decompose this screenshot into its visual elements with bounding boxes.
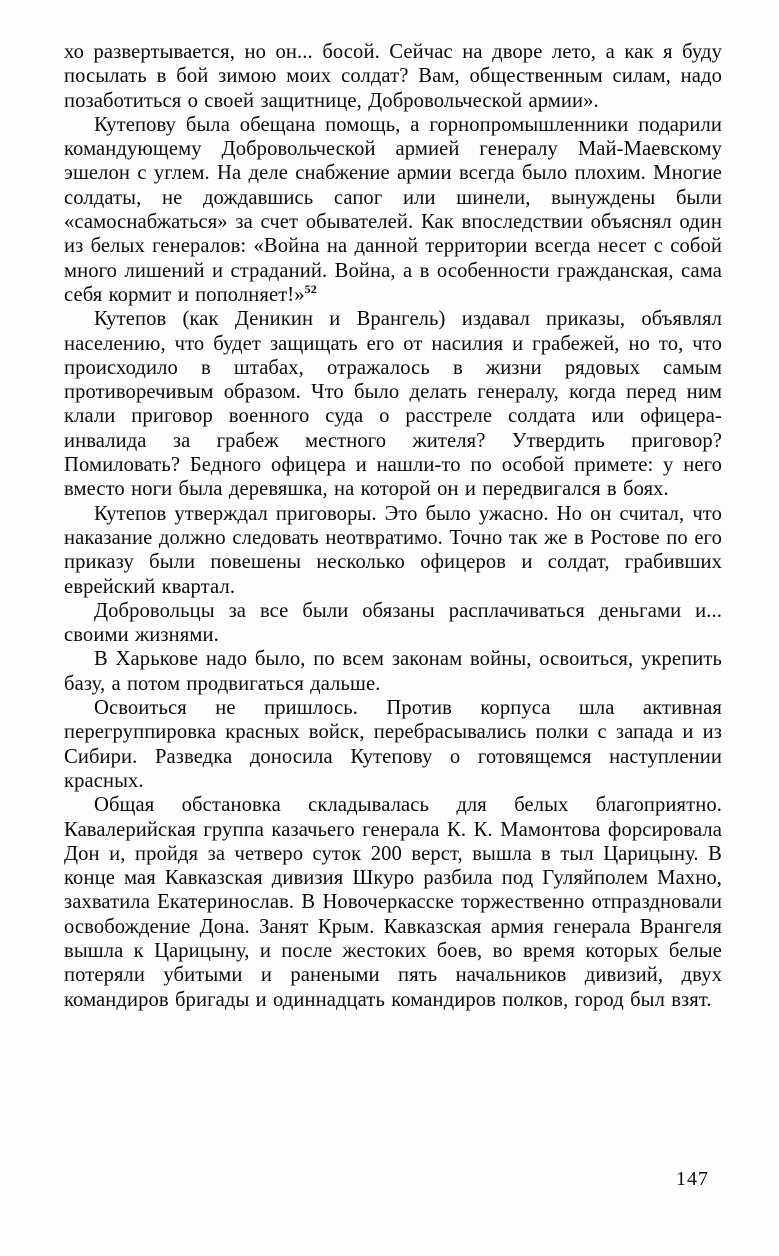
paragraph-text: Кутепову была обещана помощь, а горнопромышленники подарили командующему Добровольческой армией генералу Май-Маевскому эшелон с углем. На деле снабжение армии всегда было плохим. Многие солдаты, не дождавшись сапог или шинели, вынуждены были «самоснабжаться» за счет обывателей. Как впоследствии объяснял один из белых генералов: «Война на данной территории всегда несет с собой много лишений и страданий. Война, а в особенности гражданская, сама себя кормит и пополняет!» (64, 113, 722, 306)
paragraph-text: В Харькове надо было, по всем законам войны, освоиться, укрепить базу, а потом продвигаться дальше. (64, 648, 722, 695)
footnote-marker: 52 (304, 282, 317, 297)
paragraph (64, 40, 722, 113)
page-number: 147 (676, 1168, 709, 1190)
text-block (64, 40, 722, 1012)
paragraph (64, 599, 722, 648)
paragraph (64, 793, 722, 1012)
paragraph (64, 696, 722, 793)
paragraph (64, 113, 722, 307)
paragraph-text: Освоиться не пришлось. Против корпуса шла активная перегруппировка красных войск, перебрасывались полки с запада и из Сибири. Разведка доносила Кутепову о готовящемся наступлении красных. (64, 697, 722, 792)
paragraph-text: Общая обстановка складывалась для белых благоприятно. Кавалерийская группа казачьего генерала К. К. Мамонтова форсировала Дон и, пройдя за четверо суток 200 верст, вышла в тыл Царицыну. В конце мая Кавказская дивизия Шкуро разбила под Гуляйполем Махно, захватила Екатеринослав. В Новочеркасске торжественно отпраздновали освобождение Дона. Занят Крым. Кавказская армия генерала Врангеля вышла к Царицыну, и после жестоких боев, во время которых белые потеряли убитыми и ранеными пять начальников дивизий, двух командиров бригады и одиннадцать командиров полков, город был взят. (64, 794, 722, 1011)
paragraph-text: Кутепов (как Деникин и Врангель) издавал приказы, объявлял населению, что будет защищать его от насилия и грабежей, но то, что происходило в штабах, отражалось в жизни рядовых самым противоречивым образом. Что было делать генералу, когда перед ним клали приговор военного суда о расстреле солдата или офицера-инвалида за грабеж местного жителя? Утвердить приговор? Помиловать? Бедного офицера и нашли-то по особой примете: у него вместо ноги была деревяшка, на которой он и передвигался в боях. (64, 308, 722, 501)
paragraph-text: Добровольцы за все были обязаны расплачиваться деньгами и... своими жизнями. (64, 599, 722, 647)
paragraph (64, 502, 722, 599)
paragraph-text: Кутепов утверждал приговоры. Это было ужасно. Но он считал, что наказание должно следовать неотвратимо. Точно так же в Ростове по его приказу были повешены несколько офицеров и солдат, грабивших еврейский квартал. (64, 502, 722, 598)
paragraph (64, 647, 722, 696)
paragraph (64, 307, 722, 501)
paragraph-text: хо развертывается, но он... босой. Сейчас на дворе лето, а как я буду посылать в бой зимою моих солдат? Вам, общественным силам, надо позаботиться о своей защитнице, Добровольческой армии». (64, 41, 722, 112)
